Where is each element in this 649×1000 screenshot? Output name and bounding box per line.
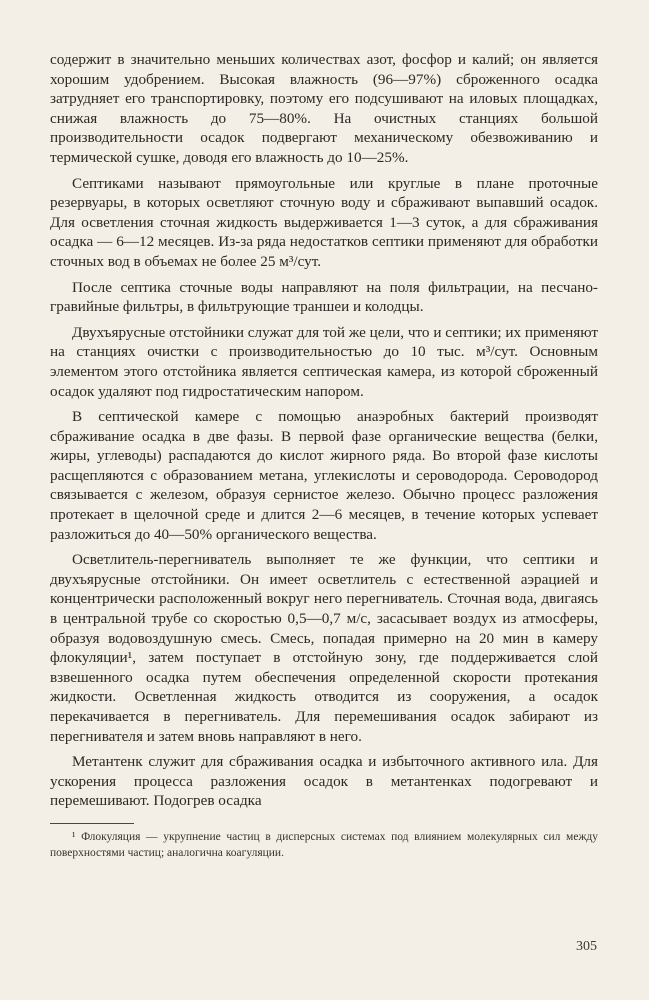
paragraph: Септиками называют прямоугольные или круглые в плане проточные резервуары, в которых осветляют сточную воду и сбраживают выпавший осадок. Для осветления сточная жидкость выдерживается 1—3 суток, а для сбраживания осадка — 6—12 месяцев. Из-за ряда недостатков септики применяют для обработки сточных вод в объемах не более 25 м³/сут. (50, 174, 598, 270)
page-body (50, 50, 598, 861)
paragraph: Осветлитель-перегниватель выполняет те же функции, что септики и двухъярусные отстойники. Он имеет осветлитель с естественной аэрацией и концентрически расположенный вокруг него перегниватель. Сточная вода, двигаясь в центральной трубе со скоростью 0,5—0,7 м/с, засасывает воздух из атмосферы, образуя водовоздушную смесь. Смесь, попадая примерно на 20 мин в камеру флокуляции¹, затем поступает в отстойную зону, где поддерживается слой взвешенного осадка путем обеспечения определенной скорости протекания жидкости. Осветленная жидкость отводится из сооружения, а осадок перекачивается в перегниватель. Для перемешивания осадок забирают из перегнивателя и затем вновь направляют в него. (50, 551, 598, 745)
paragraph: В септической камере с помощью анаэробных бактерий производят сбраживание осадка в две фазы. В первой фазе органические вещества (белки, жиры, углеводы) распадаются до кислот жирного ряда. Во второй фазе кислоты расщепляются с образованием метана, углекислоты и сероводорода. Сероводород связывается с железом, образуя сернистое железо. Обычно процесс разложения протекает в щелочной среде и длится 2—6 месяцев, в течение которых успевает разложиться до 40—50% органического вещества. (50, 408, 598, 543)
paragraph: Двухъярусные отстойники служат для той же цели, что и септики; их применяют на станциях очистки с производительностью до 10 тыс. м³/сут. Основным элементом этого отстойника является септическая камера, из которой сброженный осадок удаляют под гидростатическим напором. (50, 323, 598, 400)
footnote: ¹ Флокуляция — укрупнение частиц в дисперсных системах под влиянием молекулярных сил между поверхностями частиц; аналогична коагуляции. (50, 830, 598, 859)
page-number: 305 (576, 939, 597, 954)
paragraph: содержит в значительно меньших количествах азот, фосфор и калий; он является хорошим удобрением. Высокая влажность (96—97%) сброженного осадка затрудняет его транспортировку, поэтому его подсушивают на иловых площадках, снижая влажность до 75—80%. На очистных станциях большой производительности осадок подвергают механическому обезвоживанию и термической сушке, доводя его влажность до 10—25%. (50, 51, 598, 166)
paragraph: После септика сточные воды направляют на поля фильтрации, на песчано-гравийные фильтры, в фильтрующие траншеи и колодцы. (50, 278, 598, 316)
paragraph: Метантенк служит для сбраживания осадка и избыточного активного ила. Для ускорения процесса разложения осадок в метантенках подогревают и перемешивают. Подогрев осадка (50, 753, 598, 810)
footnote-divider (50, 823, 134, 824)
